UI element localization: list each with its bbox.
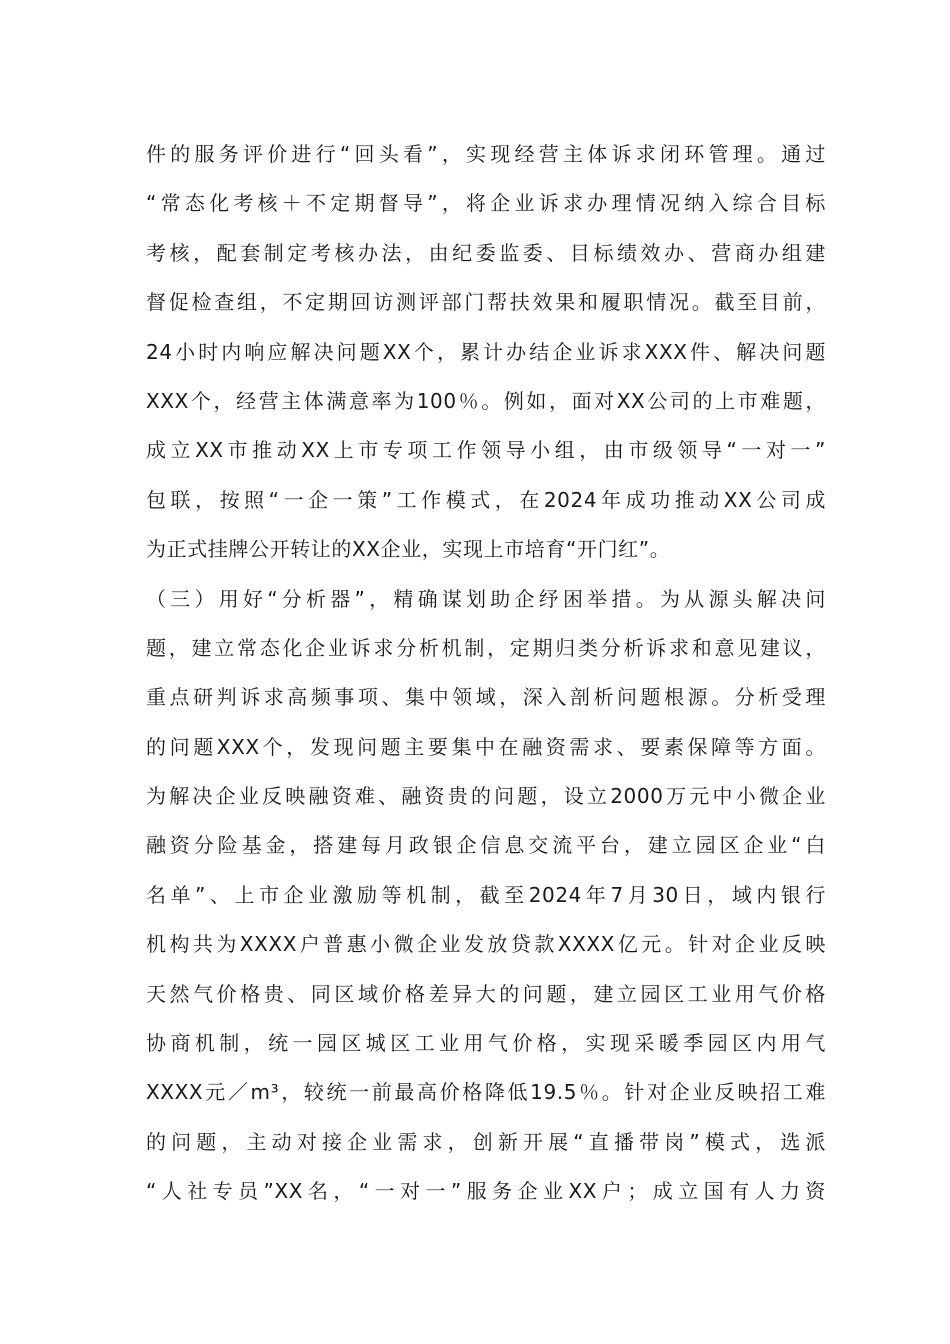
text-line: 包联，按照“一企一策”工作模式，在2024年成功推动XX公司成 xyxy=(146,487,826,512)
text-line: “常态化考核＋不定期督导”，将企业诉求办理情况纳入综合目标 xyxy=(146,191,826,216)
text-line: 为解决企业反映融资难、融资贵的问题，设立2000万元中小微企业 xyxy=(146,784,826,809)
text-line: 24小时内响应解决问题XX个，累计办结企业诉求XXX件、解决问题 xyxy=(146,339,826,364)
text-line: 重点研判诉求高频事项、集中领域，深入剖析问题根源。分析受理 xyxy=(146,685,826,710)
text-line: 的问题XXX个，发现问题主要集中在融资需求、要素保障等方面。 xyxy=(146,734,826,759)
text-line: 为正式挂牌公开转让的XX企业，实现上市培育“开门红”。 xyxy=(146,537,671,562)
text-line: 题，建立常态化企业诉求分析机制，定期归类分析诉求和意见建议， xyxy=(146,635,826,660)
text-line: XXX个，经营主体满意率为100％。例如，面对XX公司的上市难题， xyxy=(146,388,826,413)
text-line: XXXX元／m³，较统一前最高价格降低19.5％。针对企业反映招工难 xyxy=(146,1080,826,1105)
text-line: 成立XX市推动XX上市专项工作领导小组，由市级领导“一对一” xyxy=(146,438,826,463)
text-line: “人社专员”XX名，“一对一”服务企业XX户；成立国有人力资 xyxy=(146,1179,826,1204)
text-line: 考核，配套制定考核办法，由纪委监委、目标绩效办、营商办组建 xyxy=(146,240,826,265)
text-line: 督促检查组，不定期回访测评部门帮扶效果和履职情况。截至目前， xyxy=(146,290,826,315)
text-line: 件的服务评价进行“回头看”，实现经营主体诉求闭环管理。通过 xyxy=(146,142,826,166)
text-line: 机构共为XXXX户普惠小微企业发放贷款XXXX亿元。针对企业反映 xyxy=(146,932,826,957)
text-line: 名单”、上市企业激励等机制，截至2024年7月30日，域内银行 xyxy=(146,882,826,907)
text-line: 天然气价格贵、同区域价格差异大的问题，建立园区工业用气价格 xyxy=(146,981,826,1006)
text-line: 融资分险基金，搭建每月政银企信息交流平台，建立园区企业“白 xyxy=(146,833,826,858)
text-line: 的问题，主动对接企业需求，创新开展“直播带岗”模式，选派 xyxy=(146,1129,826,1154)
text-line: 协商机制，统一园区城区工业用气价格，实现采暖季园区内用气 xyxy=(146,1031,826,1056)
body-text xyxy=(146,134,826,1221)
section-heading-line: （三）用好“分析器”，精确谋划助企纾困举措。为从源头解决问 xyxy=(146,586,826,611)
